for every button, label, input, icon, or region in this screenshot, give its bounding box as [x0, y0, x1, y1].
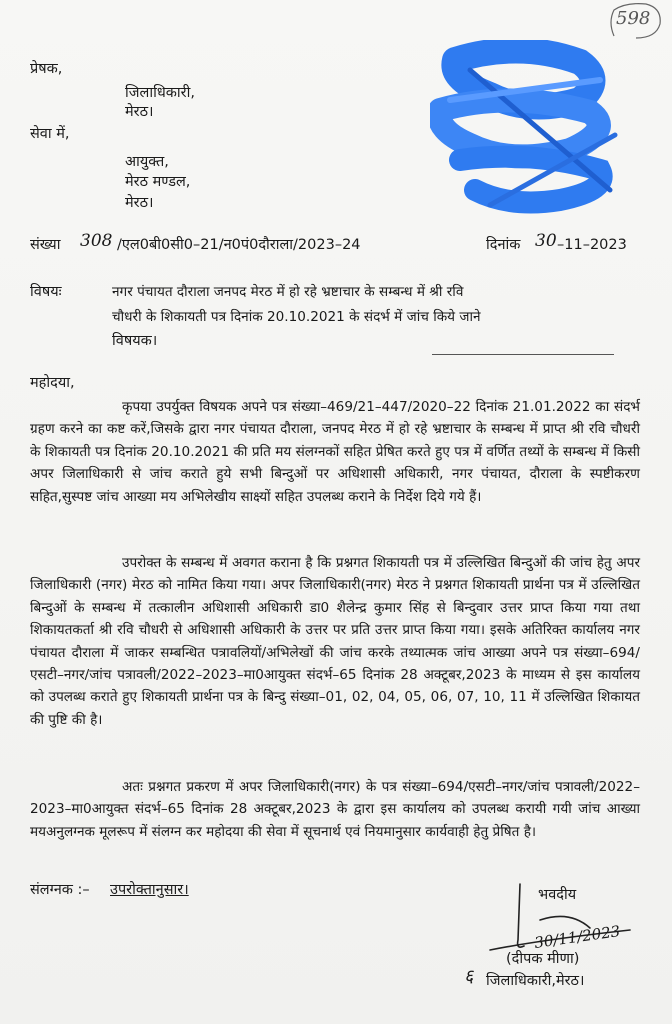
body-paragraph-1: कृपया उपर्युक्त विषयक अपने पत्र संख्या–469/21–447/2020–22 दिनांक 21.01.2022 का संदर्भ ग्रहण करने का कष्ट करें,जिसके द्वारा नगर पंचायत दौराला, जनपद मेरठ में हो रहे भ्रष्टाचार के सम्बन्ध में प्राप्त श्री रवि चौधरी के शिकायती पत्र दिनांक 20.10.2021 की प्रति मय संलग्नकों सहित प्रेषित करते हुए पत्र में वर्णित तथ्यों के सम्बन्ध में किसी अपर जिलाधिकारी से जांच कराते हुये सभी बिन्दुओं पर अधिशासी अधिकारी, नगर पंचायत, दौराला के स्पष्टीकरण सहित,सुस्पष्ट जांच आख्या मय अभिलेखीय साक्ष्यों सहित उपलब्ध कराने के निर्देश दिये गये हैं।: [30, 399, 640, 505]
body-paragraph-2: उपरोक्त के सम्बन्ध में अवगत कराना है कि प्रश्नगत शिकायती पत्र में उल्लिखित बिन्दुओं की जांच हेतु अपर जिलाधिकारी (नगर) मेरठ को नामित किया गया। अपर जिलाधिकारी(नगर) मेरठ ने प्रश्नगत शिकायती प्रार्थना पत्र में उल्लिखित बिन्दुओं के सम्बन्ध में तत्कालीन अधिशासी अधिकारी डा0 शैलेन्द्र कुमार सिंह से बिन्दुवार उत्तर प्राप्त किया गया तथा शिकायतकर्ता श्री रवि चौधरी से अधिशासी अधिकारी के उत्तर पर प्रति उत्तर प्राप्त किया गया। इसके अतिरिक्त कार्यालय नगर पंचायत दौराला में जाकर सम्बन्धित पत्रावलियों/अभिलेखों की जांच करके तथ्यात्मक जांच आख्या अपने पत्र संख्या–694/एसटी–नगर/जांच पत्रावली/2022–2023–मा0आयुक्त संदर्भ–65 दिनांक 28 अक्टूबर,2023 के माध्यम से इस कार्यालय को उपलब्ध कराते हुए शिकायती प्रार्थना पत्र के बिन्दु संख्या–01, 02, 04, 05, 06, 07, 10, 11 में उल्लिखित शिकायत की पुष्टि की है।: [30, 555, 640, 728]
closing-yours: भवदीय: [538, 887, 577, 903]
subject-line2: चौधरी के शिकायती पत्र दिनांक 20.10.2021 के संदर्भ में जांच किये जाने: [112, 309, 481, 325]
subject-divider: [432, 354, 614, 355]
reference-number-handwritten: 308: [80, 231, 113, 251]
signatory-designation: जिलाधिकारी,मेरठ।: [486, 973, 585, 989]
sender-line1: जिलाधिकारी,: [125, 85, 195, 101]
recipient-label: सेवा में,: [30, 126, 70, 142]
reference-number-label: संख्या: [30, 237, 61, 253]
recipient-line2: मेरठ मण्डल,: [125, 174, 191, 190]
corner-note: 598: [616, 8, 651, 29]
sender-label: प्रेषक,: [30, 61, 63, 77]
enclosure-value: उपरोक्तानुसार।: [110, 882, 189, 898]
reference-date-text: –11–2023: [557, 237, 627, 253]
redaction-scribble: [430, 40, 620, 220]
enclosure-label: संलग्नक :–: [30, 882, 90, 898]
reference-date-handwritten: 30: [535, 231, 557, 251]
recipient-line1: आयुक्त,: [125, 154, 169, 170]
signature-date: 30/11/2023: [533, 922, 622, 952]
reference-number-text: /एल0बी0सी0–21/न0पं0दौराला/2023–24: [117, 237, 361, 253]
recipient-line3: मेरठ।: [125, 195, 154, 211]
body-paragraph-3: अतः प्रश्नगत प्रकरण में अपर जिलाधिकारी(नगर) के पत्र संख्या–694/एसटी–नगर/जांच पत्रावली/2022–2023–मा0आयुक्त संदर्भ–65 दिनांक 28 अक्टूबर,2023 के द्वारा इस कार्यालय को उपलब्ध करायी गयी जांच आख्या मयअनुलग्नक मूलरूप में संलग्न कर महोदया की सेवा में सूचनार्थ एवं नियमानुसार कार्यवाही हेतु प्रेषित है।: [30, 779, 640, 840]
signatory-name: (दीपक मीणा): [506, 951, 580, 967]
sender-line2: मेरठ।: [125, 104, 154, 120]
subject-line3: विषयक।: [112, 333, 158, 349]
subject-label: विषयः: [30, 284, 62, 300]
reference-date-label: दिनांक: [486, 237, 521, 253]
subject-line1: नगर पंचायत दौराला जनपद मेरठ में हो रहे भ्रष्टाचार के सम्बन्ध में श्री रवि: [112, 284, 464, 300]
salutation: महोदया,: [30, 375, 75, 391]
signatory-initials: ६: [464, 966, 474, 987]
